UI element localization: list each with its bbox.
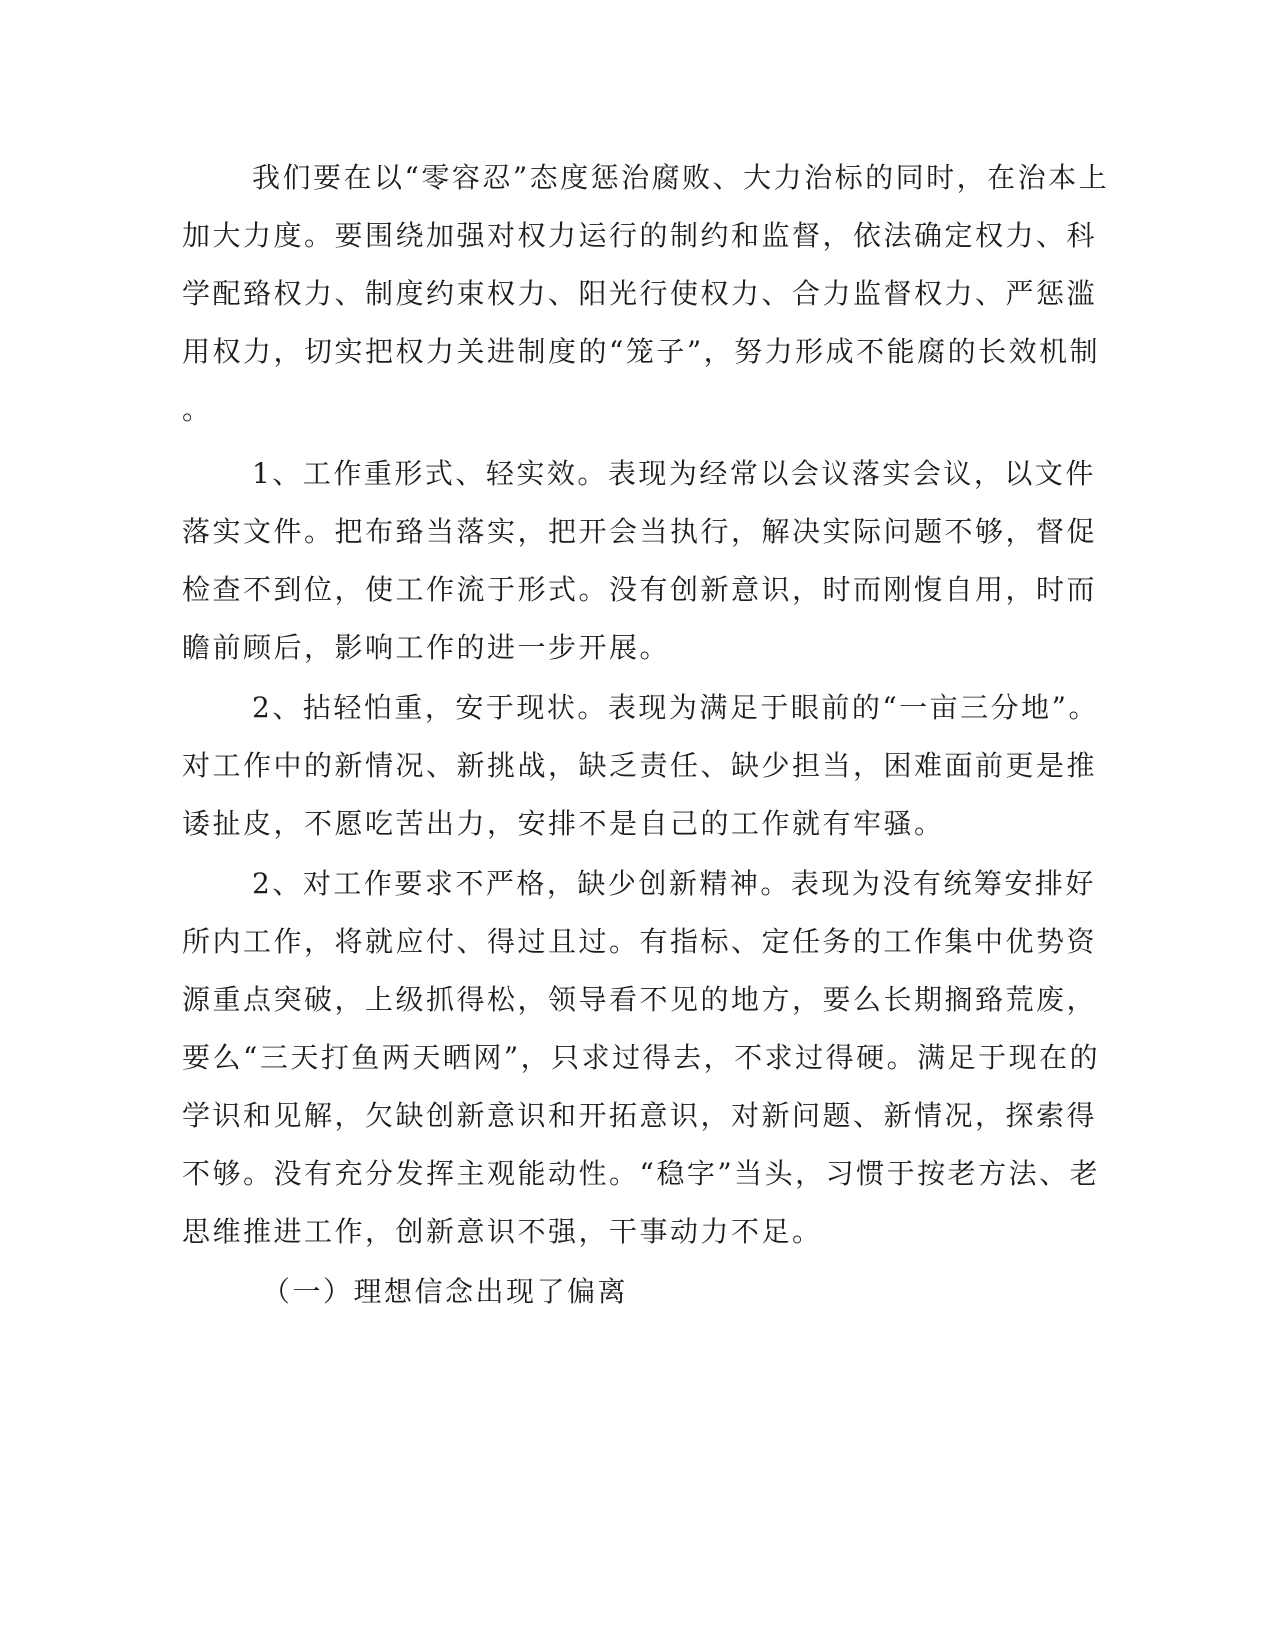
paragraph-2-line-1: 1、工作重形式、轻实效。表现为经常以会议落实会议，以文件	[252, 457, 1096, 490]
paragraph-4-line-5: 学识和见解，欠缺创新意识和开拓意识，对新问题、新情况，探索得	[182, 1099, 1098, 1132]
paragraph-3-line-1: 2、拈轻怕重，安于现状。表现为满足于眼前的“一亩三分地”。	[252, 691, 1099, 724]
paragraph-2-line-3: 检查不到位，使工作流于形式。没有创新意识，时而刚愎自用，时而	[182, 573, 1098, 606]
paragraph-3-line-3: 诿扯皮，不愿吃苦出力，安排不是自己的工作就有牢骚。	[182, 807, 945, 840]
section-heading: （一）理想信念出现了偏离	[262, 1275, 629, 1308]
paragraph-4-line-3: 源重点突破，上级抓得松，领导看不见的地方，要么长期搁臵荒废，	[182, 983, 1098, 1016]
paragraph-1-line-3: 学配臵权力、制度约束权力、阳光行使权力、合力监督权力、严惩滥	[182, 277, 1098, 310]
paragraph-1-line-4: 用权力，切实把权力关进制度的“笼子”，努力形成不能腐的长效机制	[182, 335, 1101, 368]
paragraph-1-line-1: 我们要在以“零容忍”态度惩治腐败、大力治标的同时，在治本上	[252, 161, 1110, 194]
paragraph-2-line-4: 瞻前顾后，影响工作的进一步开展。	[182, 631, 671, 664]
paragraph-4-line-4: 要么“三天打鱼两天晒网”，只求过得去，不求过得硬。满足于现在的	[182, 1041, 1101, 1074]
paragraph-3-line-2: 对工作中的新情况、新挑战，缺乏责任、缺少担当，困难面前更是推	[182, 749, 1098, 782]
paragraph-1-line-2: 加大力度。要围绕加强对权力运行的制约和监督，依法确定权力、科	[182, 219, 1098, 252]
paragraph-4-line-7: 思维推进工作，创新意识不强，干事动力不足。	[182, 1215, 823, 1248]
paragraph-4-line-2: 所内工作，将就应付、得过且过。有指标、定任务的工作集中优势资	[182, 925, 1098, 958]
paragraph-1-line-5: 。	[182, 393, 213, 426]
paragraph-4-line-1: 2、对工作要求不严格，缺少创新精神。表现为没有统筹安排好	[252, 867, 1096, 900]
paragraph-4-line-6: 不够。没有充分发挥主观能动性。“稳字”当头，习惯于按老方法、老	[182, 1157, 1101, 1190]
paragraph-2-line-2: 落实文件。把布臵当落实，把开会当执行，解决实际问题不够，督促	[182, 515, 1098, 548]
